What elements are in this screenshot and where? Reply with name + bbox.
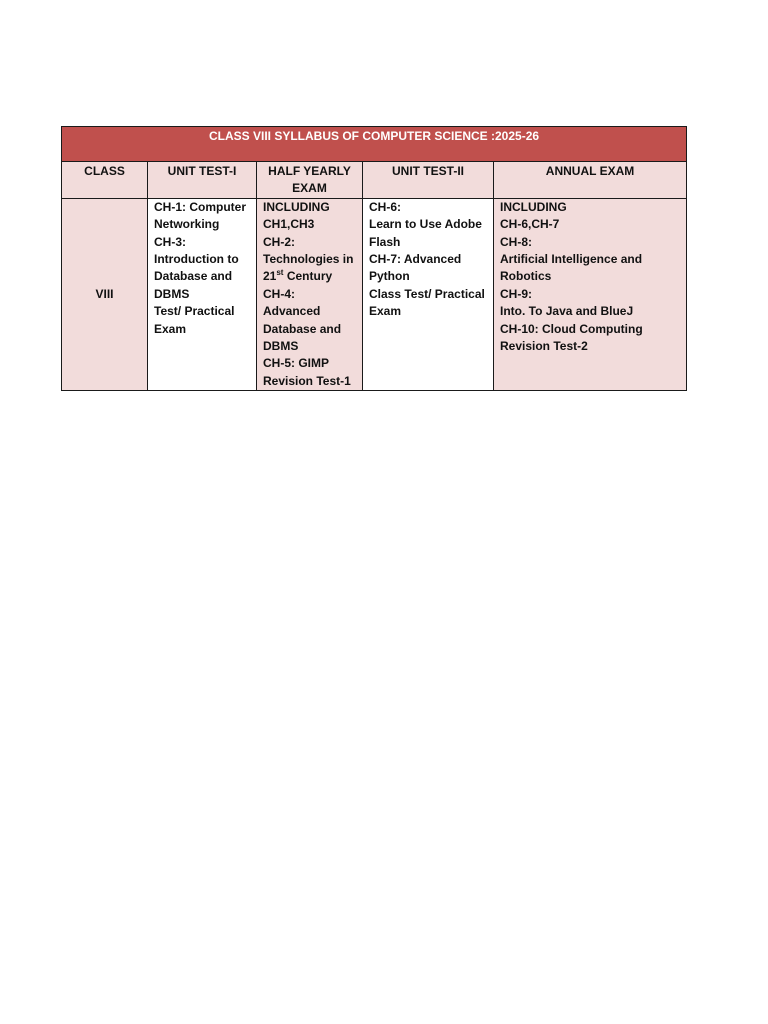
unit-test-1-line: CH-3: (154, 234, 186, 249)
header-unit-test-2: UNIT TEST-II (363, 162, 494, 199)
unit-test-2-line: Python (369, 269, 410, 284)
half-yearly-line: CH-4: (263, 286, 295, 301)
unit-test-2-line: CH-6: (369, 199, 401, 214)
unit-test-1-line: Introduction to (154, 252, 239, 267)
header-annual-exam: ANNUAL EXAM (494, 162, 687, 199)
header-half-yearly-line2: EXAM (292, 181, 327, 196)
century-number: 21 (263, 269, 277, 284)
annual-exam-line: CH-9: (500, 286, 532, 301)
header-half-yearly (257, 162, 363, 199)
unit-test-2-line: Class Test/ Practical (369, 286, 485, 301)
annual-exam-line: Robotics (500, 269, 552, 284)
cell-unit-test-1 (148, 198, 257, 390)
unit-test-1-line: Test/ Practical (154, 304, 235, 319)
annual-exam-line: Artificial Intelligence and (500, 252, 643, 267)
unit-test-1-line: Database and (154, 269, 233, 284)
unit-test-2-line: Learn to Use Adobe (369, 217, 482, 232)
cell-annual-exam (494, 198, 687, 390)
half-yearly-line: Technologies in (263, 252, 354, 267)
cell-class: VIII (62, 198, 148, 390)
half-yearly-line-century (263, 268, 362, 285)
annual-exam-line: CH-10: Cloud Computing (500, 321, 643, 336)
half-yearly-line: INCLUDING (263, 199, 330, 214)
annual-exam-line: Revision Test-2 (500, 339, 588, 354)
syllabus-table (61, 126, 687, 391)
cell-unit-test-2 (363, 198, 494, 390)
annual-exam-line: Into. To Java and BlueJ (500, 304, 634, 319)
unit-test-1-line: Networking (154, 217, 220, 232)
half-yearly-line: DBMS (263, 339, 299, 354)
half-yearly-line: Revision Test-1 (263, 373, 351, 388)
century-ordinal: st (276, 268, 284, 278)
half-yearly-line: Advanced (263, 304, 321, 319)
cell-half-yearly (257, 198, 363, 390)
table-row (62, 198, 687, 390)
unit-test-1-line: DBMS (154, 286, 190, 301)
header-unit-test-1: UNIT TEST-I (148, 162, 257, 199)
unit-test-2-line: CH-7: Advanced (369, 252, 462, 267)
header-row (62, 162, 687, 199)
unit-test-1-line: Exam (154, 321, 187, 336)
header-class: CLASS (62, 162, 148, 199)
unit-test-2-line: Exam (369, 304, 402, 319)
half-yearly-line: CH-2: (263, 234, 295, 249)
half-yearly-line: Database and (263, 321, 342, 336)
table-title: CLASS VIII SYLLABUS OF COMPUTER SCIENCE :2025-26 (62, 127, 687, 162)
title-row (62, 127, 687, 162)
half-yearly-line: CH-5: GIMP (263, 356, 329, 371)
unit-test-1-line: CH-1: Computer (154, 199, 246, 214)
unit-test-2-line: Flash (369, 234, 401, 249)
header-half-yearly-line1: HALF YEARLY (268, 164, 351, 178)
century-word: Century (283, 269, 333, 284)
annual-exam-line: CH-8: (500, 234, 532, 249)
half-yearly-line: CH1,CH3 (263, 217, 315, 232)
annual-exam-line: INCLUDING (500, 199, 567, 214)
annual-exam-line: CH-6,CH-7 (500, 217, 560, 232)
